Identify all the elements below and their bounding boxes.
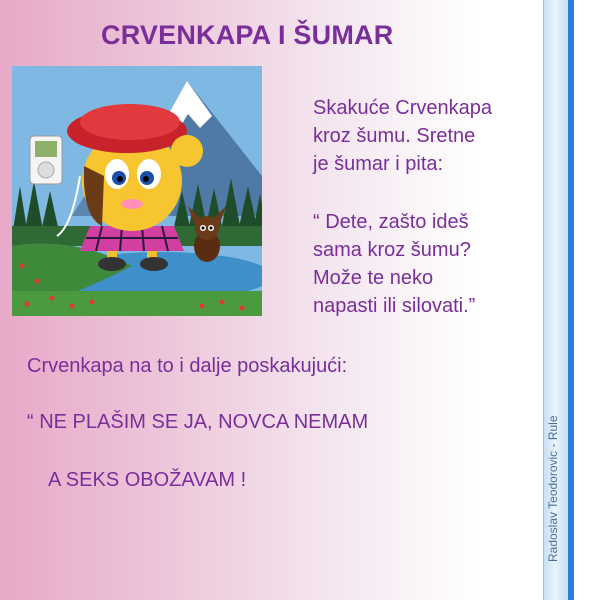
page-title: CRVENKAPA I ŠUMAR (101, 20, 394, 50)
intro-paragraph: Skakuće Crvenkapa kroz šumu. Sretne je šumar i pita: (313, 97, 492, 175)
answer-line-1: “ NE PLAŠIM SE JA, NOVCA NEMAM (27, 411, 369, 433)
illustration-image (12, 66, 262, 316)
side-accent-strip (568, 0, 574, 600)
red-riding-hood-smiley-illustration (12, 66, 262, 316)
answer-intro: Crvenkapa na to i dalje poskakujući: (27, 355, 348, 377)
forester-question: “ Dete, zašto ideš sama kroz šumu? Može te neko napasti ili silovati.” (313, 211, 476, 317)
answer-line-2: A SEKS OBOŽAVAM ! (48, 469, 247, 491)
author-credit: Radoslav Teodorovic - Rule (546, 415, 560, 562)
